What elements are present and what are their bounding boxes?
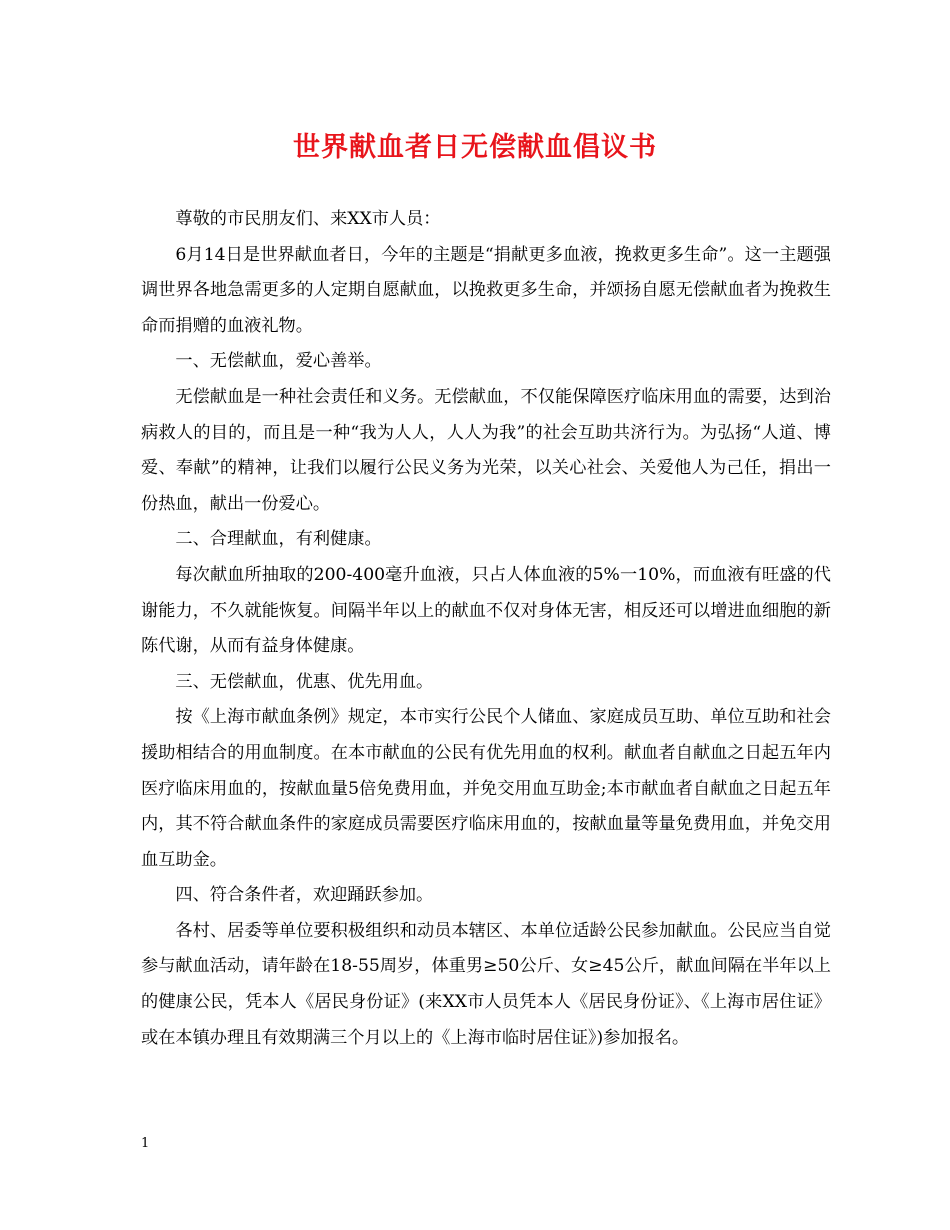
intro-paragraph: 6月14日是世界献血者日，今年的主题是“捐献更多血液，挽救更多生命”。这一主题强调世界各地急需更多的人定期自愿献血，以挽救更多生命，并颂扬自愿无偿献血者为挽救生命而捐赠的血液礼物。 <box>141 244 831 336</box>
section-paragraph-4: 各村、居委等单位要积极组织和动员本辖区、本单位适龄公民参加献血。公民应当自觉参与献血活动，请年龄在18-55周岁，体重男≥50公斤、女≥45公斤，献血间隔在半年以上的健康公民，凭本人《居民身份证》(来XX市人员凭本人《居民身份证》、《上海市居住证》或在本镇办理且有效期满三个月以上的《上海市临时居住证》)参加报名。 <box>141 920 831 1048</box>
section-heading-1: 一、无偿献血，爱心善举。 <box>175 351 382 372</box>
section-heading-3: 三、无偿献血，优惠、优先用血。 <box>175 671 434 692</box>
document-title: 世界献血者日无偿献血倡议书 <box>293 132 657 163</box>
section-heading-2: 二、合理献血，有利健康。 <box>175 529 382 550</box>
section-paragraph-1: 无偿献血是一种社会责任和义务。无偿献血，不仅能保障医疗临床用血的需要，达到治病救人的目的，而且是一种“我为人人，人人为我”的社会互助共济行为。为弘扬“人道、博爱、奉献”的精神，让我们以履行公民义务为光荣，以关心社会、关爱他人为己任，捐出一份热血，献出一份爱心。 <box>141 386 831 514</box>
document-body <box>141 202 831 1056</box>
section-heading-4: 四、符合条件者，欢迎踊跃参加。 <box>175 885 434 906</box>
salutation-paragraph: 尊敬的市民朋友们、来XX市人员： <box>175 209 441 229</box>
page-number: 1 <box>141 1136 150 1151</box>
section-paragraph-3: 按《上海市献血条例》规定，本市实行公民个人储血、家庭成员互助、单位互助和社会援助相结合的用血制度。在本市献血的公民有优先用血的权利。献血者自献血之日起五年内医疗临床用血的，按献血量5倍免费用血，并免交用血互助金;本市献血者自献血之日起五年内，其不符合献血条件的家庭成员需要医疗临床用血的，按献血量等量免费用血，并免交用血互助金。 <box>141 707 831 870</box>
section-paragraph-2: 每次献血所抽取的200-400毫升血液，只占人体血液的5%一10%，而血液有旺盛的代谢能力，不久就能恢复。间隔半年以上的献血不仅对身体无害，相反还可以增进血细胞的新陈代谢，从而有益身体健康。 <box>141 564 831 657</box>
